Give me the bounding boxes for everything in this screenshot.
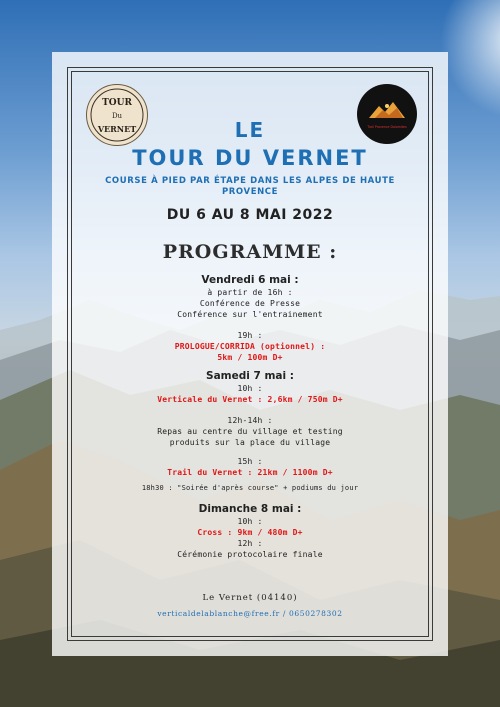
friday-item-1: à partir de 16h : xyxy=(207,288,293,297)
logo-text-vernet: VERNET xyxy=(97,124,137,134)
friday-prologue: PROLOGUE/CORRIDA (optionnel) : xyxy=(174,342,326,351)
saturday-evening: 18h30 : "Soirée d'après course" + podiums du jour xyxy=(141,484,359,492)
programme-heading: PROGRAMME : xyxy=(162,241,338,263)
saturday-trail: Trail du Vernet : 21km / 1100m D+ xyxy=(167,468,333,477)
sunday-item-1: 10h : xyxy=(237,517,263,526)
subtitle: COURSE À PIED PAR ÉTAPE DANS LES ALPES DE HAUTE PROVENCE xyxy=(105,176,395,197)
contact-separator: / xyxy=(282,609,286,618)
contact-phone[interactable]: 0650278302 xyxy=(288,609,343,618)
friday-item-4: 19h : xyxy=(237,331,263,340)
footer xyxy=(72,592,428,619)
day-friday xyxy=(72,274,428,363)
poster-content xyxy=(72,112,428,619)
event-dates: DU 6 AU 8 MAI 2022 xyxy=(166,207,334,223)
saturday-item-4: Repas au centre du village et testing xyxy=(157,427,343,436)
friday-prologue-distance: 5km / 100m D+ xyxy=(217,353,283,362)
day-title: Samedi 7 mai : xyxy=(206,370,294,382)
logo-text-tour: TOUR xyxy=(102,98,132,108)
saturday-item-5: produits sur la place du village xyxy=(169,438,331,447)
saturday-item-1: 10h : xyxy=(237,384,263,393)
day-title: Dimanche 8 mai : xyxy=(198,503,302,515)
day-saturday xyxy=(72,370,428,494)
title-tour-du-vernet: TOUR DU VERNET xyxy=(132,146,368,170)
logo-text-du: Du xyxy=(111,112,123,120)
sunday-item-3: 12h : xyxy=(237,539,263,548)
friday-item-3: Conférence sur l'entrainement xyxy=(177,310,323,319)
day-title: Vendredi 6 mai : xyxy=(201,274,299,286)
sunday-item-4: Cérémonie protocolaire finale xyxy=(177,550,323,559)
saturday-item-6: 15h : xyxy=(237,457,263,466)
saturday-item-3: 12h-14h : xyxy=(227,416,273,425)
saturday-verticale: Verticale du Vernet : 2,6km / 750m D+ xyxy=(157,395,343,404)
title-le: LE xyxy=(234,118,266,142)
footer-location: Le Vernet (04140) xyxy=(202,593,298,603)
logo-caption: Trail Provence Dolomites xyxy=(367,125,407,129)
contact-email[interactable]: verticaldelablanche@free.fr xyxy=(157,609,280,618)
footer-contact xyxy=(72,608,428,619)
friday-item-2: Conférence de Presse xyxy=(199,299,301,308)
day-sunday xyxy=(72,503,428,560)
sunday-cross: Cross : 9km / 480m D+ xyxy=(197,528,303,537)
